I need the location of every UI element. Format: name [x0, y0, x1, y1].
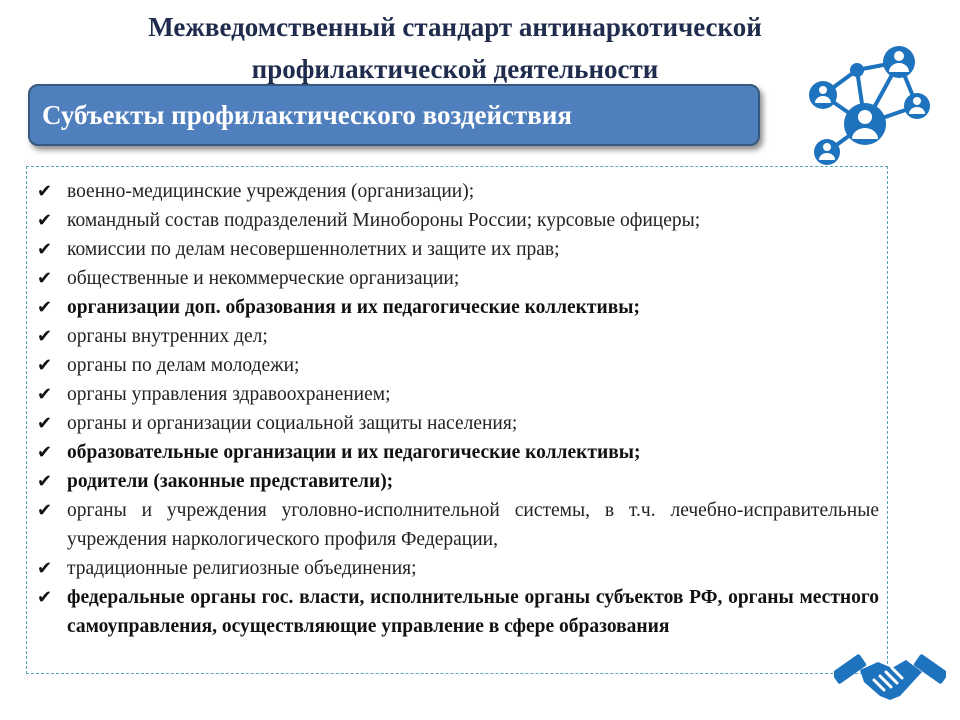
checkmark-icon: ✔ [37, 587, 53, 608]
list-item [35, 351, 879, 380]
list-item [35, 380, 879, 409]
list-item-text: органы по делам молодежи; [67, 355, 300, 376]
section-banner-text: Субъекты профилактического воздействия [42, 99, 573, 130]
list-item [35, 409, 879, 438]
list-item-text: федеральные органы гос. власти, исполнительные органы субъектов РФ, органы местного самоуправления, осуществляющие управление в сфере образования [67, 587, 879, 637]
list-item-text: военно-медицинские учреждения (организации); [67, 181, 475, 202]
checkmark-icon: ✔ [37, 181, 53, 202]
list-item [35, 583, 879, 641]
list-item [35, 554, 879, 583]
slide-title: Межведомственный стандарт антинаркотической профилактической деятельности [148, 12, 762, 84]
list-item-text: органы и учреждения уголовно-исполнительной системы, в т.ч. лечебно-исправительные учреждения наркологического профиля Федерации, [67, 500, 879, 550]
list-item-text: образовательные организации и их педагогические коллективы; [67, 442, 641, 463]
list-item [35, 467, 879, 496]
list-item [35, 264, 879, 293]
checkmark-icon: ✔ [37, 239, 53, 260]
checkmark-icon: ✔ [37, 500, 53, 521]
list-item [35, 322, 879, 351]
handshake-icon [834, 640, 946, 712]
people-network-icon [795, 40, 940, 170]
checkmark-icon: ✔ [37, 558, 53, 579]
list-item [35, 293, 879, 322]
checkmark-icon: ✔ [37, 355, 53, 376]
checkmark-icon: ✔ [37, 268, 53, 289]
list-item-text: традиционные религиозные объединения; [67, 558, 417, 579]
list-item-text: органы и организации социальной защиты населения; [67, 413, 518, 434]
subjects-list-box [26, 166, 888, 674]
list-item [35, 438, 879, 467]
checkmark-icon: ✔ [37, 413, 53, 434]
list-item-text: органы управления здравоохранением; [67, 384, 391, 405]
list-item-text: органы внутренних дел; [67, 326, 268, 347]
list-item-text: общественные и некоммерческие организации; [67, 268, 460, 289]
checkmark-icon: ✔ [37, 384, 53, 405]
list-item-text: комиссии по делам несовершеннолетних и защите их прав; [67, 239, 560, 260]
list-item-text: организации доп. образования и их педагогические коллективы; [67, 297, 640, 318]
list-item-text: родители (законные представители); [67, 471, 394, 492]
list-item [35, 177, 879, 206]
checkmark-icon: ✔ [37, 471, 53, 492]
list-item [35, 496, 879, 554]
list-item [35, 206, 879, 235]
checkmark-icon: ✔ [37, 210, 53, 231]
checkmark-icon: ✔ [37, 297, 53, 318]
checkmark-icon: ✔ [37, 326, 53, 347]
list-item [35, 235, 879, 264]
checkmark-icon: ✔ [37, 442, 53, 463]
section-banner [28, 84, 760, 146]
subjects-list [35, 177, 879, 641]
list-item-text: командный состав подразделений Минобороны России; курсовые офицеры; [67, 210, 701, 231]
